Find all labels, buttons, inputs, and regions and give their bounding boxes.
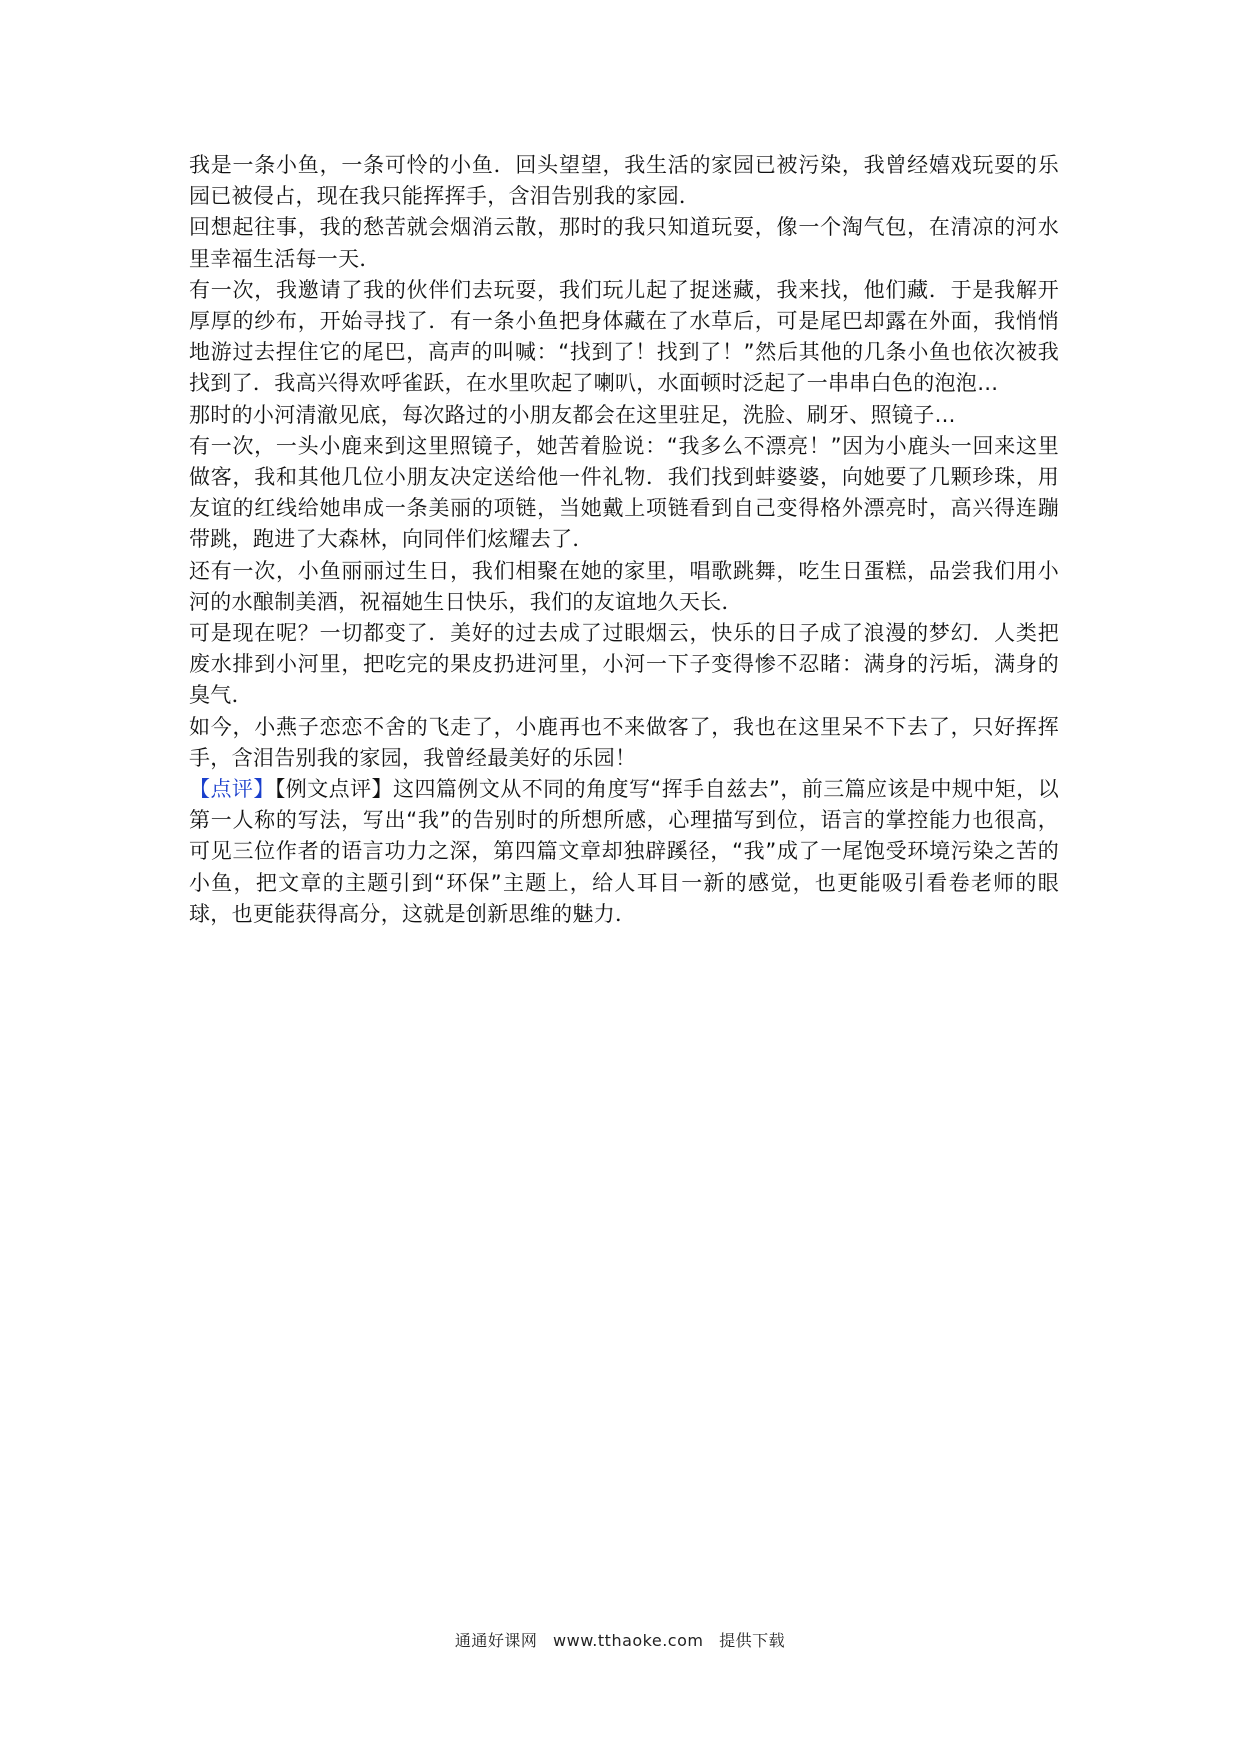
paragraph-3: 有一次，我邀请了我的伙伴们去玩耍，我们玩儿起了捉迷藏，我来找，他们藏．于是我解开厚厚的纱布，开始寻找了．有一条小鱼把身体藏在了水草后，可是尾巴却露在外面，我悄悄地游过去捏住它的尾巴，高声的叫喊：“找到了！找到了！”然后其他的几条小鱼也依次被我找到了．我高兴得欢呼雀跃，在水里吹起了喇叭，水面顿时泛起了一串串白色的泡泡… <box>189 277 1059 396</box>
paragraph-5: 有一次，一头小鹿来到这里照镜子，她苦着脸说：“我多么不漂亮！”因为小鹿头一回来这里做客，我和其他几位小朋友决定送给他一件礼物．我们找到蚌婆婆，向她要了几颗珍珠，用友谊的红线给她串成一条美丽的项链，当她戴上项链看到自己变得格外漂亮时，高兴得连蹦带跳，跑进了大森林，向同伴们炫耀去了． <box>189 433 1059 552</box>
comment-paragraph <box>189 774 1059 930</box>
footer-url: www.tthaoke.com <box>553 1631 704 1650</box>
paragraph-8: 如今，小燕子恋恋不舍的飞走了，小鹿再也不来做客了，我也在这里呆不下去了，只好挥挥手，含泪告别我的家园，我曾经最美好的乐园！ <box>189 714 1059 770</box>
comment-text: 【例文点评】这四篇例文从不同的角度写“挥手自兹去”，前三篇应该是中规中矩，以第一人称的写法，写出“我”的告别时的所想所感，心理描写到位，语言的掌控能力也很高，可见三位作者的语言功力之深，第四篇文章却独辟蹊径，“我”成了一尾饱受环境污染之苦的小鱼，把文章的主题引到“环保”主题上，给人耳目一新的感觉，也更能吸引看卷老师的眼球，也更能获得高分，这就是创新思维的魅力． <box>189 777 1060 926</box>
paragraph-7: 可是现在呢？一切都变了．美好的过去成了过眼烟云，快乐的日子成了浪漫的梦幻．人类把废水排到小河里，把吃完的果皮扔进河里，小河一下子变得惨不忍睹：满身的污垢，满身的臭气． <box>189 621 1059 708</box>
paragraph-2: 回想起往事，我的愁苦就会烟消云散，那时的我只知道玩耍，像一个淘气包，在清凉的河水里幸福生活每一天． <box>189 215 1059 271</box>
paragraph-6: 还有一次，小鱼丽丽过生日，我们相聚在她的家里，唱歌跳舞，吃生日蛋糕，品尝我们用小河的水酿制美酒，祝福她生日快乐，我们的友谊地久天长． <box>189 558 1059 614</box>
comment-label: 【点评】 <box>189 777 275 802</box>
paragraph-4: 那时的小河清澈见底，每次路过的小朋友都会在这里驻足，洗脸、刷牙、照镜子… <box>189 402 956 427</box>
footer-suffix: 提供下载 <box>719 1631 786 1650</box>
page-footer <box>0 1628 1240 1651</box>
footer-site-name: 通通好课网 <box>454 1631 538 1650</box>
paragraph-1: 我是一条小鱼，一条可怜的小鱼．回头望望，我生活的家园已被污染，我曾经嬉戏玩耍的乐园已被侵占，现在我只能挥挥手，含泪告别我的家园． <box>189 153 1059 209</box>
article-body <box>189 150 1059 930</box>
